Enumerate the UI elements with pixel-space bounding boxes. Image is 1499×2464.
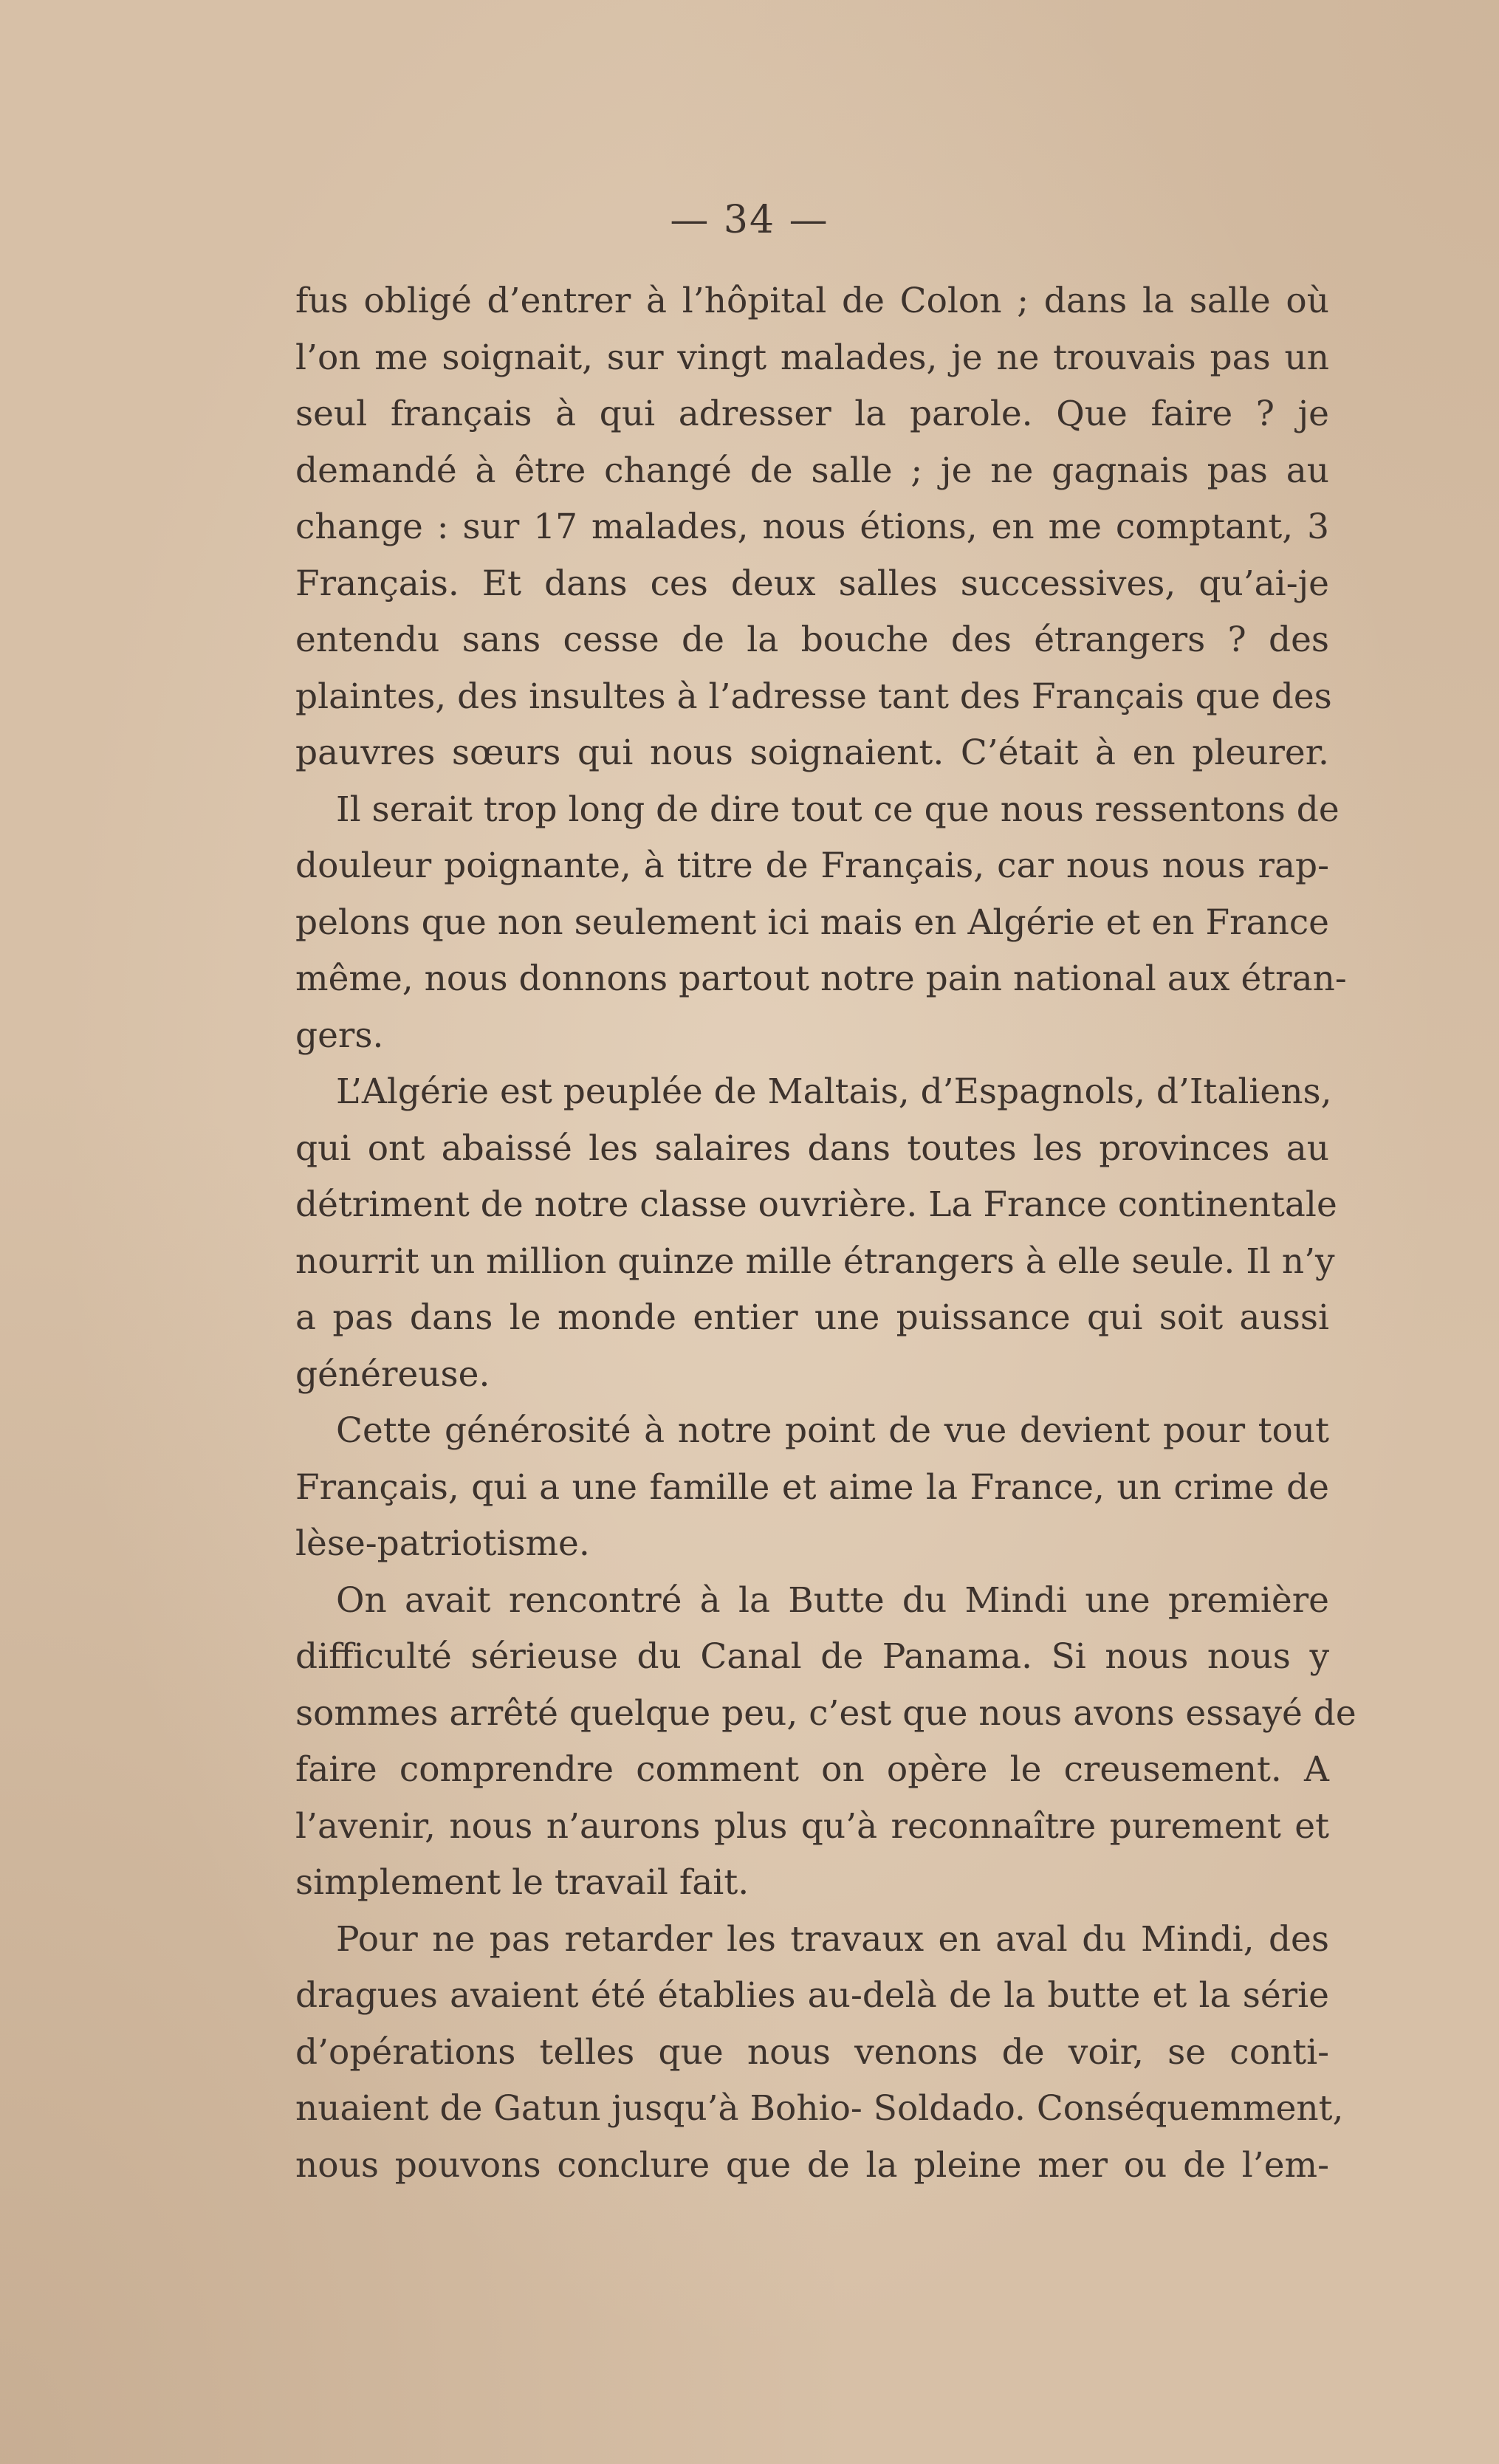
text-line: simplement le travail fait.	[295, 1862, 750, 1903]
page-number: — 34 —	[670, 198, 829, 242]
text-line: l’avenir, nous n’aurons plus qu’à reconnaître purement et	[295, 1805, 1329, 1847]
text-line: douleur poignante, à titre de Français, car nous nous rap-	[295, 845, 1329, 886]
text-line: faire comprendre comment on opère le creusement. A	[295, 1749, 1329, 1790]
text-line: qui ont abaissé les salaires dans toutes les provinces au	[295, 1128, 1329, 1169]
text-line: d’opérations telles que nous venons de voir, se conti-	[295, 2031, 1329, 2073]
text-line: pelons que non seulement ici mais en Algérie et en France	[295, 902, 1329, 943]
text-line: pauvres sœurs qui nous soignaient. C’était à en pleurer.	[295, 732, 1329, 773]
text-line: Pour ne pas retarder les travaux en aval du Mindi, des	[336, 1918, 1329, 1960]
text-line: a pas dans le monde entier une puissance qui soit aussi	[295, 1297, 1329, 1338]
text-line: On avait rencontré à la Butte du Mindi une première	[336, 1579, 1329, 1621]
text-line: Français, qui a une famille et aime la France, un crime de	[295, 1466, 1329, 1508]
text-line: généreuse.	[295, 1353, 490, 1395]
text-line: nuaient de Gatun jusqu’à Bohio- Soldado. Conséquemment,	[295, 2088, 1344, 2129]
text-line: l’on me soignait, sur vingt malades, je ne trouvais pas un	[295, 337, 1329, 378]
text-line: détriment de notre classe ouvrière. La France continentale	[295, 1184, 1337, 1225]
text-line: Cette générosité à notre point de vue devient pour tout	[336, 1410, 1329, 1451]
text-line: lèse-patriotisme.	[295, 1523, 590, 1564]
text-line: difficulté sérieuse du Canal de Panama. Si nous nous y	[295, 1636, 1329, 1677]
text-line: Il serait trop long de dire tout ce que nous ressentons de	[336, 789, 1340, 830]
text-line: change : sur 17 malades, nous étions, en me comptant, 3	[295, 507, 1329, 547]
body-text	[295, 273, 1356, 2194]
text-line: dragues avaient été établies au-delà de la butte et la série	[295, 1975, 1329, 2016]
text-line: nourrit un million quinze mille étrangers à elle seule. Il n’y	[295, 1240, 1335, 1282]
text-line: plaintes, des insultes à l’adresse tant des Français que des	[295, 676, 1332, 717]
text-line: sommes arrêté quelque peu, c’est que nous avons essayé de	[295, 1692, 1356, 1734]
text-line: entendu sans cesse de la bouche des étrangers ? des	[295, 620, 1329, 660]
text-line: gers.	[295, 1015, 384, 1056]
text-line: nous pouvons conclure que de la pleine mer ou de l’em-	[295, 2144, 1329, 2186]
text-line: demandé à être changé de salle ; je ne gagnais pas au	[295, 450, 1329, 491]
text-line: seul français à qui adresser la parole. Que faire ? je	[295, 394, 1329, 434]
text-line: L’Algérie est peuplée de Maltais, d’Espagnols, d’Italiens,	[336, 1071, 1332, 1112]
text-line: fus obligé d’entrer à l’hôpital de Colon ; dans la salle où	[295, 281, 1329, 321]
text-line: même, nous donnons partout notre pain national aux étran-	[295, 958, 1347, 999]
text-line: Français. Et dans ces deux salles successives, qu’ai-je	[295, 563, 1329, 604]
